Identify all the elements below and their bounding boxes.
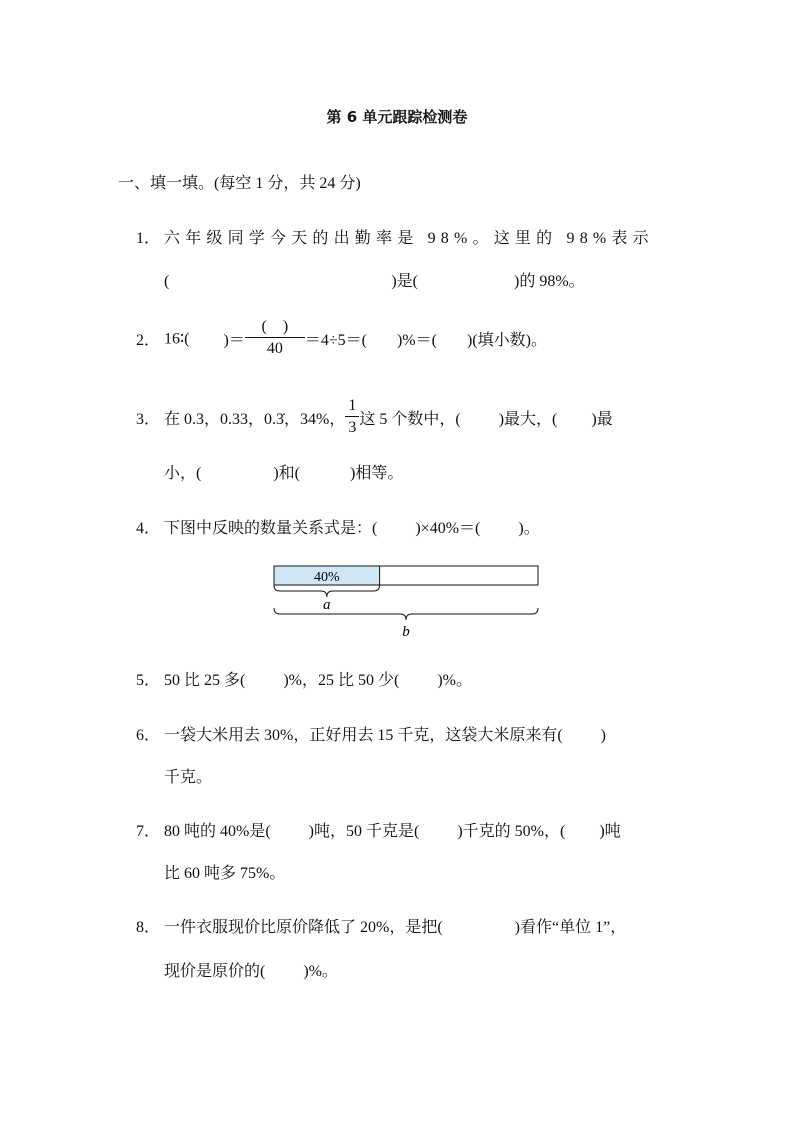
question-4 [136, 515, 540, 538]
fraction [245, 317, 305, 360]
question-7-line-2: 比 60 吨多 75%。 [164, 865, 286, 882]
text-fragment: )吨 [599, 823, 621, 840]
text-fragment: )(填小数)。 [466, 332, 547, 349]
question-7 [136, 818, 621, 841]
text-fragment: )×40%＝( [415, 520, 481, 537]
text-fragment: 16∶( [164, 330, 190, 348]
text-fragment: 在 0.3，0.33，0.3̇，34%， [164, 411, 346, 428]
text-fragment: 小，( [164, 465, 202, 482]
percent-bar-diagram [270, 562, 542, 644]
question-number: 2． [136, 332, 161, 349]
fraction-denominator: 3 [348, 419, 357, 436]
text-fragment: )%。 [437, 672, 473, 689]
question-1-line-2 [164, 268, 585, 291]
text-fragment: )吨，50 千克是( [308, 823, 420, 840]
question-3-line-2 [164, 460, 403, 483]
text-fragment: 80 吨的 40%是( [164, 823, 271, 840]
fraction-numerator[interactable]: ( ) [245, 317, 305, 338]
brace-a-label: a [323, 597, 331, 613]
question-6-line-2: 千克。 [164, 769, 213, 786]
text-fragment: 现价是原价的( [164, 963, 266, 980]
question-6 [136, 722, 606, 745]
text-fragment: )看作“单位 1”， [514, 919, 627, 936]
question-1 [136, 225, 654, 248]
question-number: 7． [136, 823, 161, 840]
blank-open: ( [164, 273, 170, 290]
section-heading: 一、填一填。(每空 1 分，共 24 分) [118, 175, 361, 192]
question-8 [136, 914, 626, 937]
text-fragment: )%＝( [396, 332, 437, 349]
brace-a [274, 585, 380, 597]
text-fragment: ＝4÷5＝( [304, 332, 367, 349]
text-fragment: )最 [591, 411, 613, 428]
page-title: 第 6 单元跟踪检测卷 [326, 108, 468, 126]
text-fragment: 这 5 个数中，( [359, 411, 461, 428]
question-number: 5． [136, 672, 161, 689]
question-3 [136, 396, 613, 439]
percent-label: 40% [313, 570, 340, 585]
question-number: 4． [136, 520, 161, 537]
fraction-numerator: 1 [345, 396, 359, 417]
fraction-one-third [345, 396, 359, 439]
text-fragment: )最大，( [498, 411, 558, 428]
text-fragment: )和( [273, 465, 301, 482]
text-fragment: )是( [391, 273, 418, 290]
question-2 [136, 317, 547, 360]
brace-b [274, 608, 538, 620]
text-fragment: ) [600, 727, 606, 744]
question-number: 6． [136, 727, 161, 744]
question-number: 3． [136, 411, 161, 428]
text-fragment: )千克的 50%，( [457, 823, 566, 840]
text-fragment: 一袋大米用去 30%，正好用去 15 千克，这袋大米原来有( [164, 727, 563, 744]
text-fragment: )＝ [223, 332, 245, 349]
text-fragment: )相等。 [350, 465, 404, 482]
brace-b-label: b [402, 624, 410, 640]
question-text: 六年级同学今天的出勤率是 98%。这里的 98%表示 [164, 230, 654, 247]
question-5 [136, 667, 472, 690]
text-fragment: 下图中反映的数量关系式是：( [164, 520, 378, 537]
fraction-denominator: 40 [266, 340, 283, 357]
text-fragment: )。 [518, 520, 540, 537]
text-fragment: 一件衣服现价比原价降低了 20%，是把( [164, 919, 443, 936]
text-fragment: )的 98%。 [514, 273, 585, 290]
text-fragment: 50 比 25 多( [164, 672, 246, 689]
question-number: 1． [136, 230, 161, 247]
text-fragment: )%，25 比 50 少( [283, 672, 400, 689]
question-8-line-2 [164, 958, 338, 981]
question-number: 8． [136, 919, 161, 936]
text-fragment: )%。 [303, 963, 339, 980]
